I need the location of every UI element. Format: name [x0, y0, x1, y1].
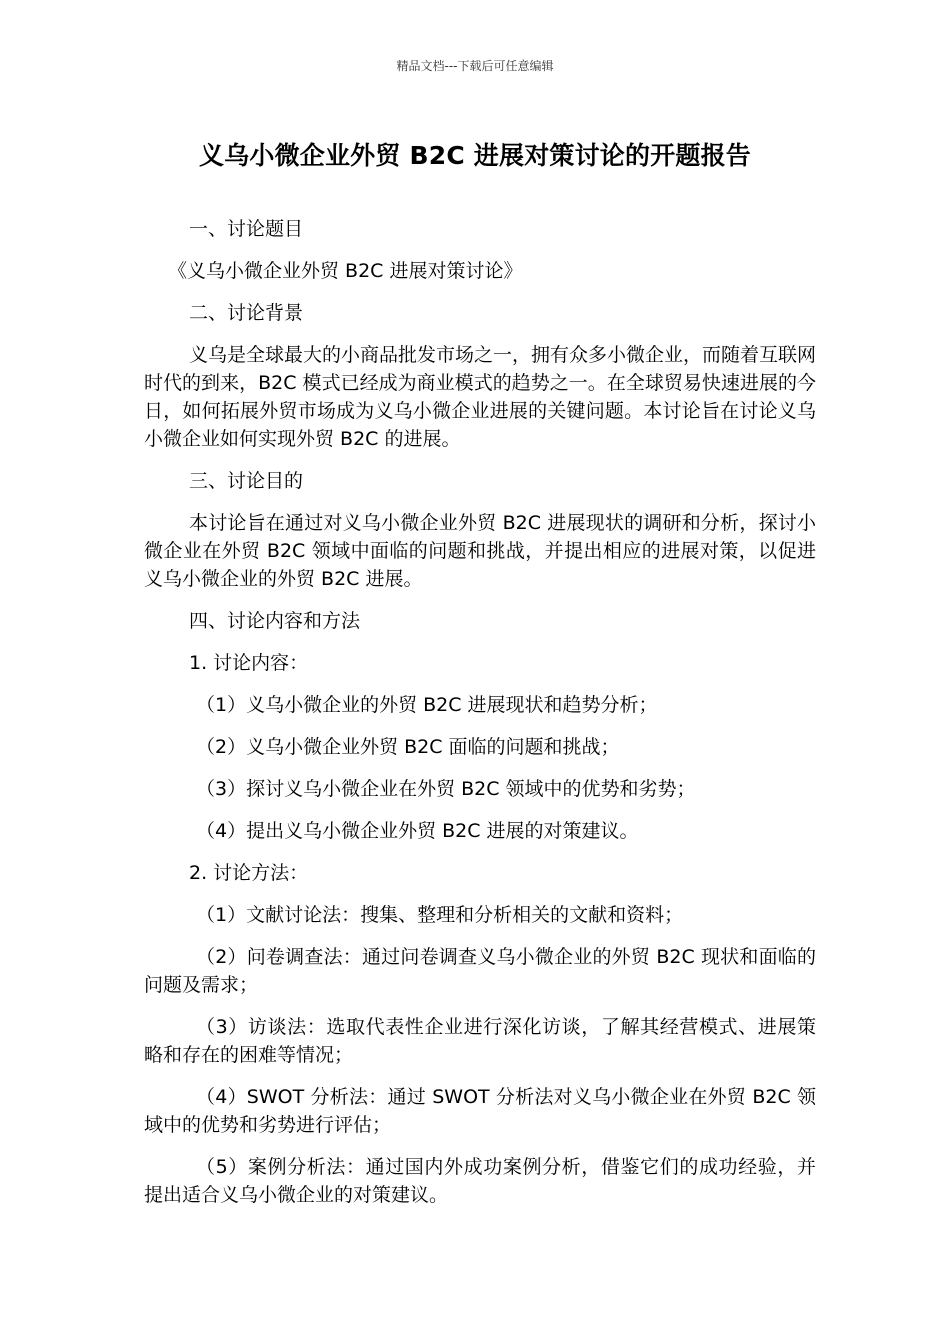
section-2-heading: 二、讨论背景 [189, 302, 304, 324]
method-label: 2. 讨论方法： [189, 862, 309, 884]
document-body [144, 215, 816, 1223]
method-item: （3）访谈法：选取代表性企业进行深化访谈，了解其经营模式、进展策略和存在的困难等情况； [144, 1016, 816, 1066]
section-1-heading: 一、讨论题目 [189, 218, 304, 240]
method-item: （2）问卷调查法：通过问卷调查义乌小微企业的外贸 B2C 现状和面临的问题及需求； [144, 946, 816, 996]
section-4-heading: 四、讨论内容和方法 [189, 610, 361, 632]
content-item: （1）义乌小微企业的外贸 B2C 进展现状和趋势分析； [196, 694, 658, 716]
method-item: （1）文献讨论法：搜集、整理和分析相关的文献和资料； [196, 904, 684, 926]
content-item: （4）提出义乌小微企业外贸 B2C 进展的对策建议。 [196, 820, 639, 842]
method-item: （5）案例分析法：通过国内外成功案例分析，借鉴它们的成功经验，并提出适合义乌小微企业的对策建议。 [144, 1156, 816, 1206]
section-2-text: 义乌是全球最大的小商品批发市场之一，拥有众多小微企业，而随着互联网时代的到来，B2C 模式已经成为商业模式的趋势之一。在全球贸易快速进展的今日，如何拓展外贸市场成为义乌小微企业进展的关键问题。本讨论旨在讨论义乌小微企业如何实现外贸 B2C 的进展。 [144, 344, 817, 450]
document-title: 义乌小微企业外贸 B2C 进展对策讨论的开题报告 [198, 141, 751, 170]
method-item: （4）SWOT 分析法：通过 SWOT 分析法对义乌小微企业在外贸 B2C 领域中的优势和劣势进行评估； [144, 1086, 816, 1136]
content-item: （2）义乌小微企业外贸 B2C 面临的问题和挑战； [196, 736, 620, 758]
section-1-text: 《义乌小微企业外贸 B2C 进展对策讨论》 [168, 260, 523, 282]
content-label: 1. 讨论内容： [189, 652, 309, 674]
section-3-text: 本讨论旨在通过对义乌小微企业外贸 B2C 进展现状的调研和分析，探讨小微企业在外贸 B2C 领域中面临的问题和挑战，并提出相应的进展对策，以促进义乌小微企业的外贸 B2C 进展。 [144, 512, 816, 590]
header-note: 精品文档---下载后可任意编辑 [396, 59, 554, 73]
section-3-heading: 三、讨论目的 [189, 470, 304, 492]
content-item: （3）探讨义乌小微企业在外贸 B2C 领域中的优势和劣势； [196, 778, 696, 800]
